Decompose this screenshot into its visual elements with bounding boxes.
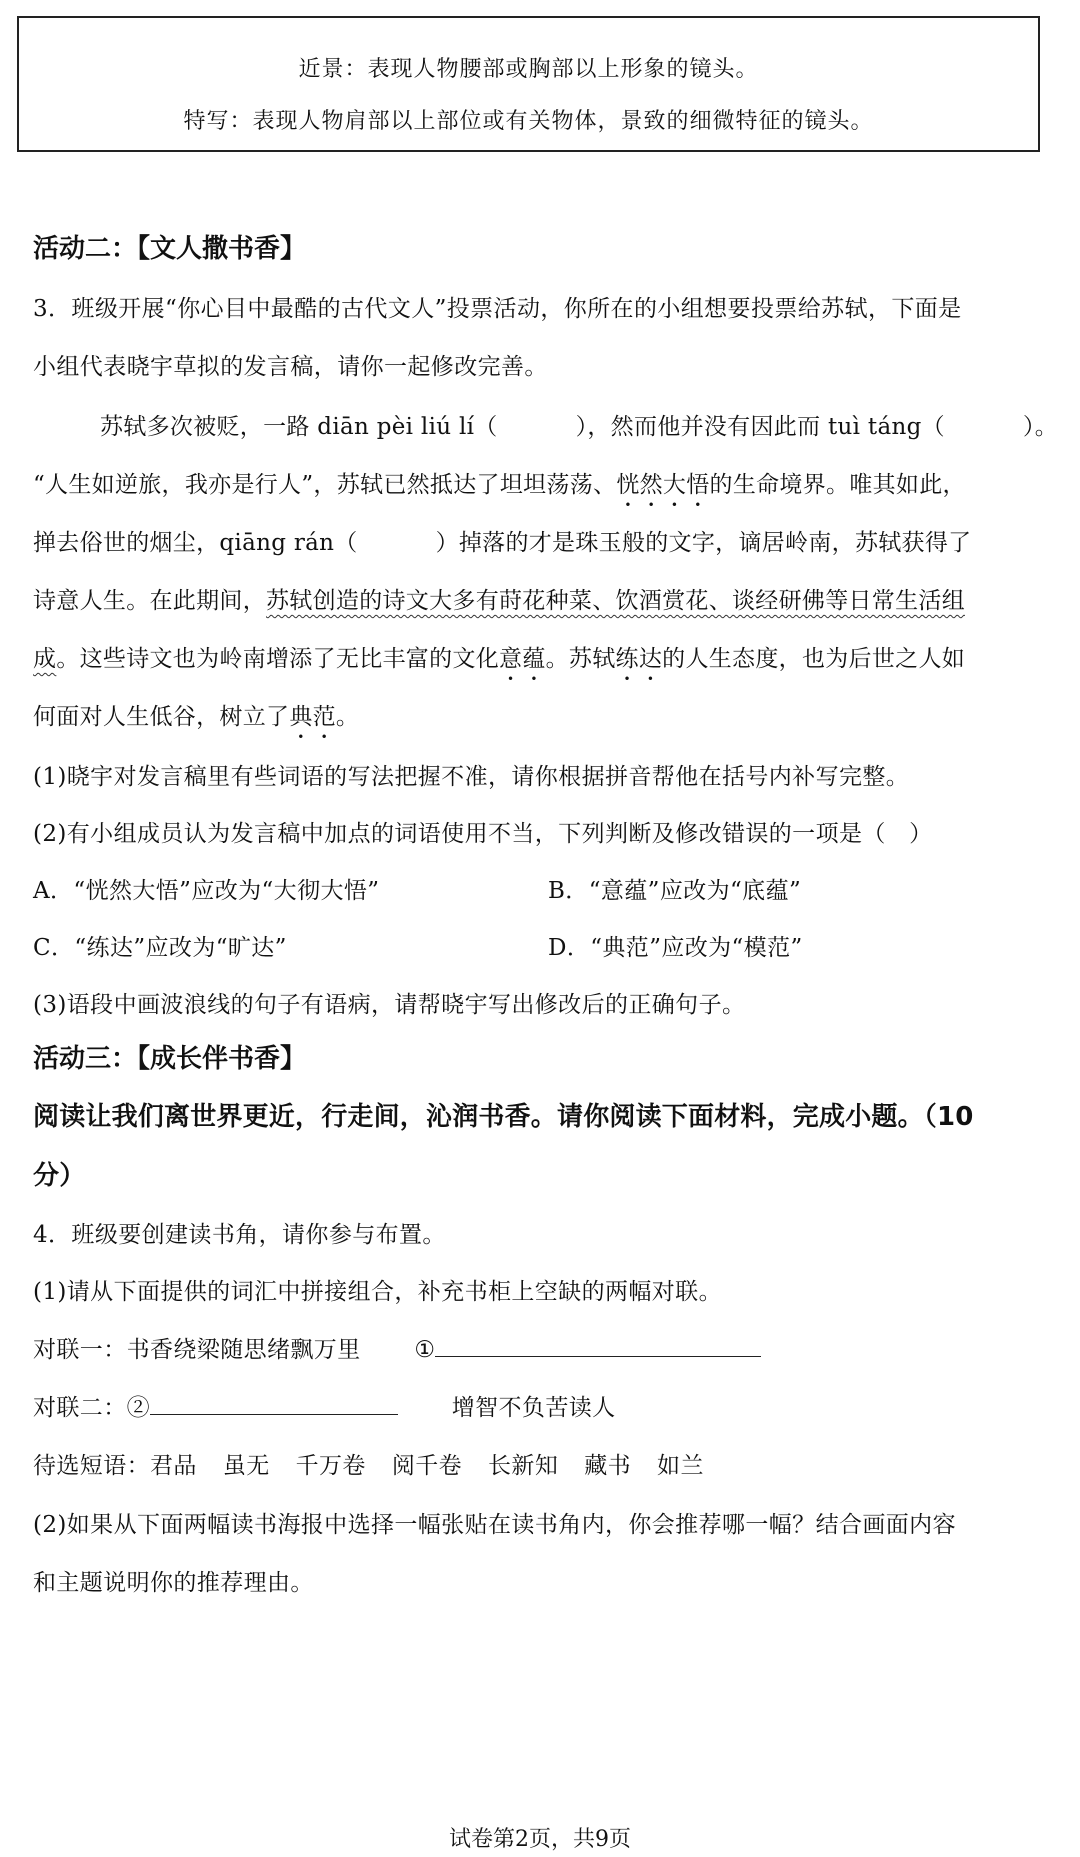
passage-l3-b: ）掉落的才是珠玉般的文字，谪居岭南，苏轼获得了 (435, 530, 972, 556)
phrase-item: 千万卷 (295, 1453, 366, 1479)
wavy-sentence-part1: 苏轼创造的诗文大多有莳花种菜、饮酒赏花、谈经研佛等日常生活组 (266, 588, 965, 614)
phrase-item: 君品 (150, 1453, 197, 1479)
passage-l6-b: 。 (335, 704, 360, 730)
phrase-item: 藏书 (584, 1453, 632, 1479)
q4: 4．班级要创建读书角，请你参与布置。 (33, 1222, 446, 1248)
couplet2-row (33, 1389, 616, 1422)
activity3-intro-line2: 分） (33, 1161, 86, 1191)
passage-line4 (33, 582, 965, 615)
passage-line2 (33, 466, 966, 512)
passage-l1-b: ），然而他并没有因此而 tuì táng（ (575, 414, 945, 440)
couplet1-label: 对联一：书香绕梁随思绪飘万里 (33, 1337, 361, 1363)
couplet2-label: 对联二：② (33, 1395, 150, 1421)
page-footer: 试卷第2页，共9页 (449, 1827, 631, 1852)
passage-l5-b: 。苏轼 (545, 646, 616, 672)
q3-sub2: (2)有小组成员认为发言稿中加点的词语使用不当，下列判断及修改错误的一项是（ ） (33, 821, 933, 847)
passage-l4-a: 诗意人生。在此期间， (33, 588, 266, 614)
q3-line1: 3．班级开展“你心目中最酷的古代文人”投票活动，你所在的小组想要投票给苏轼，下面是 (33, 296, 962, 322)
option-a[interactable]: A．“恍然大悟”应改为“大彻大悟” (33, 878, 380, 904)
activity3-intro-line1: 阅读让我们离世界更近，行走间，沁润书香。请你阅读下面材料，完成小题。（10 (33, 1102, 974, 1132)
dotted-word-yiyun: 意蕴 (499, 646, 546, 672)
passage-l1-c: ）。 (1022, 414, 1059, 440)
phrase-item: 如兰 (657, 1453, 704, 1479)
definition-closeup: 近景：表现人物腰部或胸部以上形象的镜头。 (298, 57, 759, 82)
q4-sub2-line1: (2)如果从下面两幅读书海报中选择一幅张贴在读书角内，你会推荐哪一幅？结合画面内容 (33, 1512, 956, 1538)
passage-l6-a: 何面对人生低谷，树立了 (33, 704, 290, 730)
option-b[interactable]: B．“意蕴”应改为“底蕴” (548, 878, 802, 904)
passage-l5-a: 。这些诗文也为岭南增添了无比丰富的文化 (56, 646, 500, 672)
passage-l2-b: 的生命境界。唯其如此， (709, 472, 966, 498)
passage-l5-c: 的人生态度，也为后世之人如 (662, 646, 966, 672)
q3-sub3: (3)语段中画波浪线的句子有语病，请帮晓宇写出修改后的正确句子。 (33, 992, 746, 1018)
couplet1-blank-marker: ① (414, 1337, 436, 1363)
passage-l1-a: 苏轼多次被贬，一路 diān pèi liú lí（ (100, 414, 498, 440)
couplet2-answer-line[interactable] (150, 1392, 398, 1415)
passage-line5 (33, 640, 965, 686)
q3-line2: 小组代表晓宇草拟的发言稿，请你一起修改完善。 (33, 354, 548, 380)
phrases-row (33, 1447, 704, 1480)
definition-box (17, 16, 1040, 152)
activity3-title: 活动三：【成长伴书香】 (33, 1044, 307, 1074)
dotted-word-lianda: 练达 (615, 646, 663, 672)
q4-sub1: (1)请从下面提供的词汇中拼接组合，补充书柜上空缺的两幅对联。 (33, 1279, 722, 1305)
couplet1-answer-line[interactable] (435, 1334, 761, 1357)
passage-l2-a: “人生如逆旅，我亦是行人”，苏轼已然抵达了坦坦荡荡、 (33, 472, 617, 498)
option-c[interactable]: C．“练达”应改为“旷达” (33, 935, 287, 961)
couplet1-row (33, 1331, 761, 1364)
definition-feature: 特写：表现人物肩部以上部位或有关物体，景致的细微特征的镜头。 (183, 109, 874, 134)
q3-sub1: (1)晓宇对发言稿里有些词语的写法把握不准，请你根据拼音帮他在括号内补写完整。 (33, 764, 910, 790)
dotted-word-huangran: 恍然大悟 (616, 472, 710, 498)
phrase-item: 长新知 (488, 1453, 559, 1479)
q4-sub2-line2: 和主题说明你的推荐理由。 (33, 1570, 314, 1596)
wavy-sentence-part2: 成 (33, 646, 57, 672)
phrase-item: 阅千卷 (391, 1453, 463, 1479)
couplet2-right: 增智不负苦读人 (451, 1395, 616, 1421)
option-d[interactable]: D．“典范”应改为“模范” (548, 935, 803, 961)
passage-line3 (33, 524, 971, 557)
phrase-item: 虽无 (222, 1453, 270, 1479)
phrases-label: 待选短语： (33, 1453, 150, 1479)
passage-line1 (100, 408, 1058, 441)
activity2-title: 活动二：【文人撒书香】 (33, 234, 307, 264)
passage-line6 (33, 698, 359, 744)
passage-l3-a: 掸去俗世的烟尘，qiāng rán（ (33, 530, 358, 556)
dotted-word-dianfan: 典范 (289, 704, 336, 730)
